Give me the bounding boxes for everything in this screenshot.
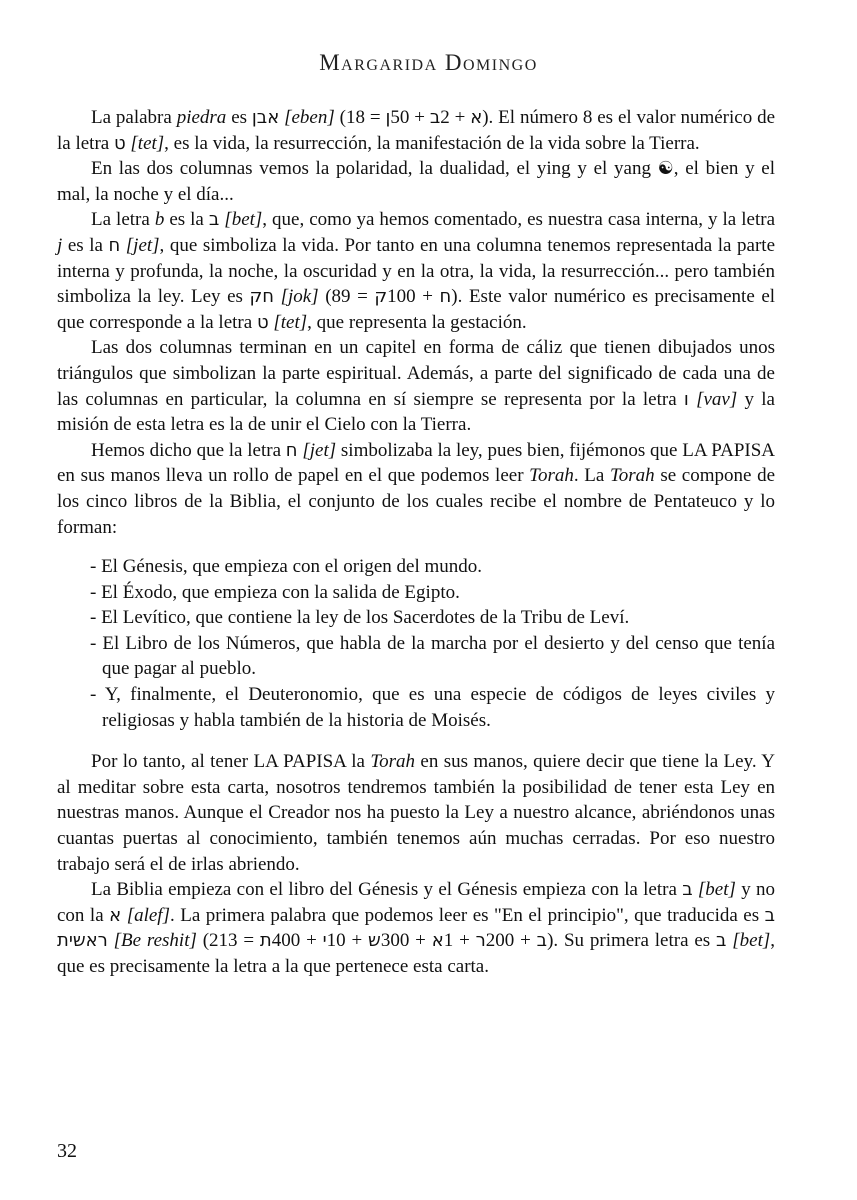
paragraph-ley <box>57 749 775 877</box>
hebrew-letter: א <box>431 930 444 952</box>
hebrew-letter: ק <box>374 286 388 308</box>
italic-word: Torah <box>609 465 655 487</box>
hebrew-letter: ת <box>259 930 272 952</box>
hebrew-letter: ן <box>385 107 391 128</box>
text: + 400 <box>271 930 323 952</box>
transliteration: [jet] <box>125 234 160 256</box>
text: = 8). El número 8 es el valor numérico de la letra <box>57 107 775 154</box>
text: + 1 <box>443 930 476 952</box>
transliteration: [alef] <box>126 904 170 926</box>
list-item: - El Éxodo, que empieza con la salida de Egipto. <box>90 581 460 603</box>
text: (2 <box>196 930 219 952</box>
text: simbolizaba la ley, pues bien, fijémonos que LA PAPISA en sus manos lleva un rollo de papel en el que podemos leer <box>57 439 776 487</box>
hebrew-letter: ש <box>368 930 381 952</box>
hebrew-letter: י <box>322 930 327 952</box>
paragraph-letra-b <box>57 207 775 335</box>
text: (8 <box>318 286 342 308</box>
transliteration: [eben] <box>284 107 335 128</box>
hebrew-letter: ב <box>208 209 220 231</box>
hebrew-letter: ט <box>113 132 126 154</box>
transliteration: [bet] <box>224 209 263 231</box>
text: = 9). Este valor numérico es precisamente el que corresponde a la letra <box>57 286 776 333</box>
transliteration: [bet] <box>697 879 736 901</box>
transliteration: [jok] <box>280 286 319 308</box>
italic-letter: j <box>57 234 63 256</box>
text: + 300 <box>380 930 432 952</box>
paragraph-columnas <box>57 156 775 207</box>
list-item: - El Libro de los Números, que habla de la marcha por el desierto y del censo que tenía que pagar al pueblo. <box>90 632 775 680</box>
text: + 200 <box>485 930 537 952</box>
italic-letter: b <box>154 209 165 231</box>
hebrew-word: חק <box>249 286 275 308</box>
text: En las dos columnas vemos la polaridad, la dualidad, el ying y el yang <box>91 158 658 180</box>
paragraph-piedra <box>57 105 775 156</box>
hebrew-letter: ח <box>285 439 298 461</box>
text: + 10 <box>326 930 369 952</box>
text <box>274 286 281 307</box>
text: La Biblia empieza con el libro del Génesis y el Génesis empieza con la letra <box>91 879 683 901</box>
hebrew-letter: ו <box>683 388 689 410</box>
text: es <box>226 107 252 128</box>
hebrew-letter: א <box>109 904 122 926</box>
body-text <box>57 105 775 980</box>
pentateuch-list <box>57 554 775 733</box>
hebrew-letter: ב <box>716 930 727 952</box>
text: en sus manos, quiere decir que tiene la Ley. Y al meditar sobre esta carta, nosotros tendremos también la posibilidad de tener esta Ley en nuestras manos. Aunque el Creador nos ha puesto la Ley a nuestro alcance, abriéndonos unas cuantas puertas al conocimiento, también tenemos aún muchas cerradas. Por eso nuestro trabajo será el de irlas abriendo. <box>57 751 775 875</box>
list-item: - Y, finalmente, el Deuteronomio, que es una especie de códigos de leyes civiles y religiosas y habla también de la historia de Moisés. <box>90 684 775 731</box>
text: es la <box>62 234 109 256</box>
paragraph-genesis <box>57 877 775 979</box>
page-number: 32 <box>57 1140 77 1162</box>
transliteration: [vav] <box>696 388 738 410</box>
paragraph-capitel <box>57 335 775 437</box>
text: , que representa la gestación. <box>307 311 527 333</box>
hebrew-letter: ח <box>108 234 121 256</box>
transliteration: [tet] <box>130 132 165 154</box>
text: . La <box>573 465 610 487</box>
text: La letra <box>91 209 155 231</box>
text: , es la vida, la resurrección, la manifestación de la vida sobre la Tierra. <box>164 132 700 154</box>
italic-word: Torah <box>529 465 574 487</box>
text: , el bien y el mal, la noche y el día... <box>57 158 776 205</box>
text: Hemos dicho que la letra <box>91 439 286 461</box>
list-item: - El Levítico, que contiene la ley de los Sacerdotes de la Tribu de Leví. <box>90 607 630 629</box>
text: , que simboliza la vida. Por tanto en una columna tenemos representada la parte interna y profunda, la noche, la oscuridad y en la otra, la vida, la resurrección... pero también simboliza la ley. Ley es <box>57 234 775 308</box>
hebrew-letter: ט <box>256 311 269 333</box>
text: se compone de los cinco libros de la Biblia, el conjunto de los cuales recibe el nombre de Pentateuco y lo forman: <box>57 465 776 538</box>
hebrew-letter: ר <box>475 930 486 952</box>
hebrew-word: אבן <box>251 107 280 128</box>
running-head: Margarida Domingo <box>319 50 538 75</box>
transliteration: [Be reshit] <box>113 930 197 952</box>
italic-word: piedra <box>176 107 227 128</box>
text: Las dos columnas terminan en un capitel en forma de cáliz que tienen dibujados unos triángulos que simbolizan la parte espiritual. Además, a parte del significado de cada una de las columnas en particular, la columna en sí siempre se representa por la letra <box>57 337 775 410</box>
text: y la misión de esta letra es la de unir el Cielo con la Tierra. <box>57 388 775 436</box>
hebrew-letter: ח <box>439 286 452 308</box>
transliteration: [tet] <box>273 311 308 333</box>
text: . La primera palabra que podemos leer es "En el principio", que traducida es <box>169 904 765 926</box>
text: + 50 <box>390 107 430 128</box>
text <box>689 389 696 410</box>
list-item: - El Génesis, que empieza con el origen del mundo. <box>90 556 483 578</box>
text: Por lo tanto, al tener LA PAPISA la <box>91 751 371 773</box>
paragraph-torah <box>57 438 775 540</box>
text: + 100 <box>387 286 440 308</box>
hebrew-word: ב ראשית <box>57 904 776 952</box>
text: = 13). Su primera letra es <box>218 930 717 952</box>
transliteration: [jet] <box>302 439 337 461</box>
text: y no con la <box>57 879 776 926</box>
text: , que, como ya hemos comentado, es nuestra casa interna, y la letra <box>262 209 776 231</box>
transliteration: [bet] <box>732 930 771 952</box>
text: + 2 <box>440 107 471 128</box>
text: es la <box>164 209 209 231</box>
hebrew-letter: ב <box>429 107 441 128</box>
hebrew-letter: ב <box>536 930 548 952</box>
hebrew-letter: א <box>470 107 483 128</box>
hebrew-letter: ב <box>682 879 693 901</box>
text: (1 <box>334 107 356 128</box>
text: La palabra <box>91 107 177 128</box>
text: , que es precisamente la letra a la que pertenece esta carta. <box>57 930 776 977</box>
italic-word: Torah <box>370 751 416 773</box>
yin-yang-icon: ☯ <box>657 158 674 180</box>
